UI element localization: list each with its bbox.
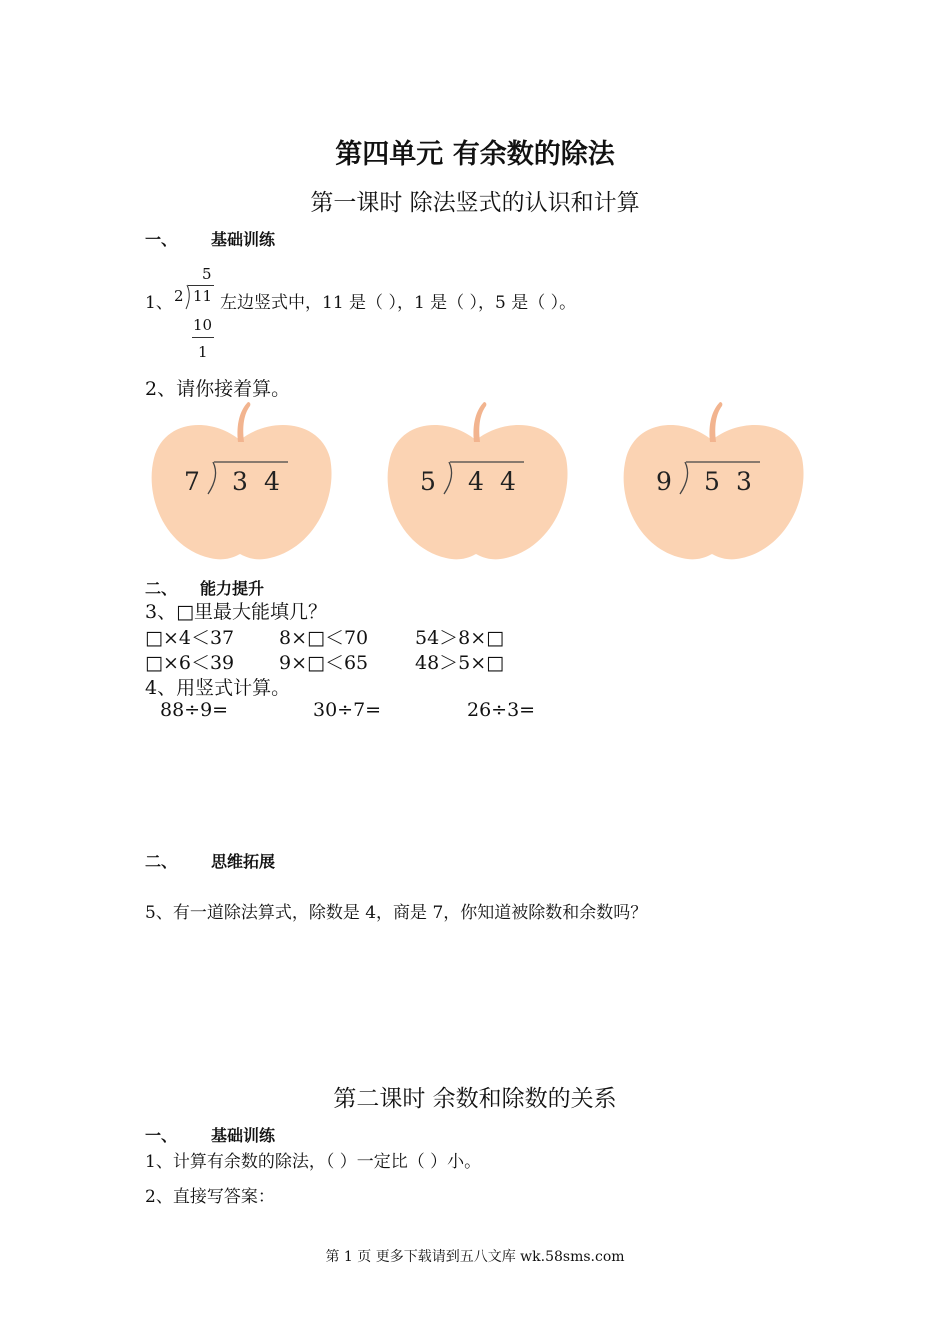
apple-dividend-digit-1: 4 xyxy=(468,467,484,496)
q3-text: 3、□里最大能填几？ xyxy=(145,601,328,623)
apple-dividend-digit-2: 4 xyxy=(500,467,516,496)
ld-product: 10 xyxy=(193,316,213,334)
apple-problems xyxy=(140,398,820,568)
q3-r1-c3: 54＞8×□ xyxy=(415,627,505,649)
apple-problem-2 xyxy=(388,402,568,559)
q3-r1-c2: 8×□＜70 xyxy=(279,627,369,649)
apple-divisor: 5 xyxy=(420,467,436,496)
lesson-2-section-1-title: 基础训练 xyxy=(211,1126,276,1145)
ld-bracket xyxy=(183,284,193,310)
ld-bottom-rule xyxy=(192,337,214,338)
apple-divisor: 7 xyxy=(184,467,200,496)
section-2-title: 能力提升 xyxy=(200,579,265,598)
q4-item-3: 26÷3= xyxy=(467,699,536,721)
ld-divisor: 2 xyxy=(174,287,184,305)
section-1-title: 基础训练 xyxy=(211,230,276,249)
lesson-2-q2-text: 2、直接写答案： xyxy=(145,1187,275,1207)
apple-dividend-digit-1: 3 xyxy=(232,467,248,496)
q3-r1-c1: □×4＜37 xyxy=(145,627,235,649)
apple-dividend-digit-2: 4 xyxy=(264,467,280,496)
section-3-number: 二、 xyxy=(145,852,178,871)
q4-item-2: 30÷7= xyxy=(313,699,382,721)
lesson-2-heading: 第二课时 余数和除数的关系 xyxy=(333,1086,617,1112)
lesson-2-q1-text: 1、计算有余数的除法，（ ）一定比（ ）小。 xyxy=(145,1152,482,1172)
page-title: 第四单元 有余数的除法 xyxy=(335,139,615,170)
section-2-number: 二、 xyxy=(145,579,178,598)
q3-r2-c3: 48＞5×□ xyxy=(415,652,505,674)
ld-dividend: 11 xyxy=(193,287,213,305)
apple-divisor: 9 xyxy=(656,467,672,496)
q1-prefix: 1、 xyxy=(145,293,173,313)
section-3-title: 思维拓展 xyxy=(211,852,276,871)
apple-dividend-digit-1: 5 xyxy=(704,467,720,496)
q3-r2-c2: 9×□＜65 xyxy=(279,652,369,674)
ld-quotient: 5 xyxy=(202,265,212,283)
apple-dividend-digit-2: 3 xyxy=(736,467,752,496)
ld-remainder: 1 xyxy=(198,343,208,361)
q1-text: 左边竖式中，11 是（ ），1 是（ ），5 是（ ）。 xyxy=(220,293,577,313)
q5-text: 5、有一道除法算式，除数是 4，商是 7，你知道被除数和余数吗？ xyxy=(145,903,648,923)
lesson-1-heading: 第一课时 除法竖式的认识和计算 xyxy=(310,190,640,216)
q2-text: 2、请你接着算。 xyxy=(145,378,291,400)
section-1-number: 一、 xyxy=(145,230,178,249)
apple-problem-1 xyxy=(152,402,332,559)
q4-item-1: 88÷9= xyxy=(160,699,229,721)
q3-r2-c1: □×6＜39 xyxy=(145,652,235,674)
apple-problem-3 xyxy=(624,402,804,559)
q4-text: 4、用竖式计算。 xyxy=(145,677,291,699)
page-footer: 第 1 页 更多下载请到五八文库 wk.58sms.com xyxy=(325,1249,625,1265)
lesson-2-section-1-number: 一、 xyxy=(145,1126,178,1145)
